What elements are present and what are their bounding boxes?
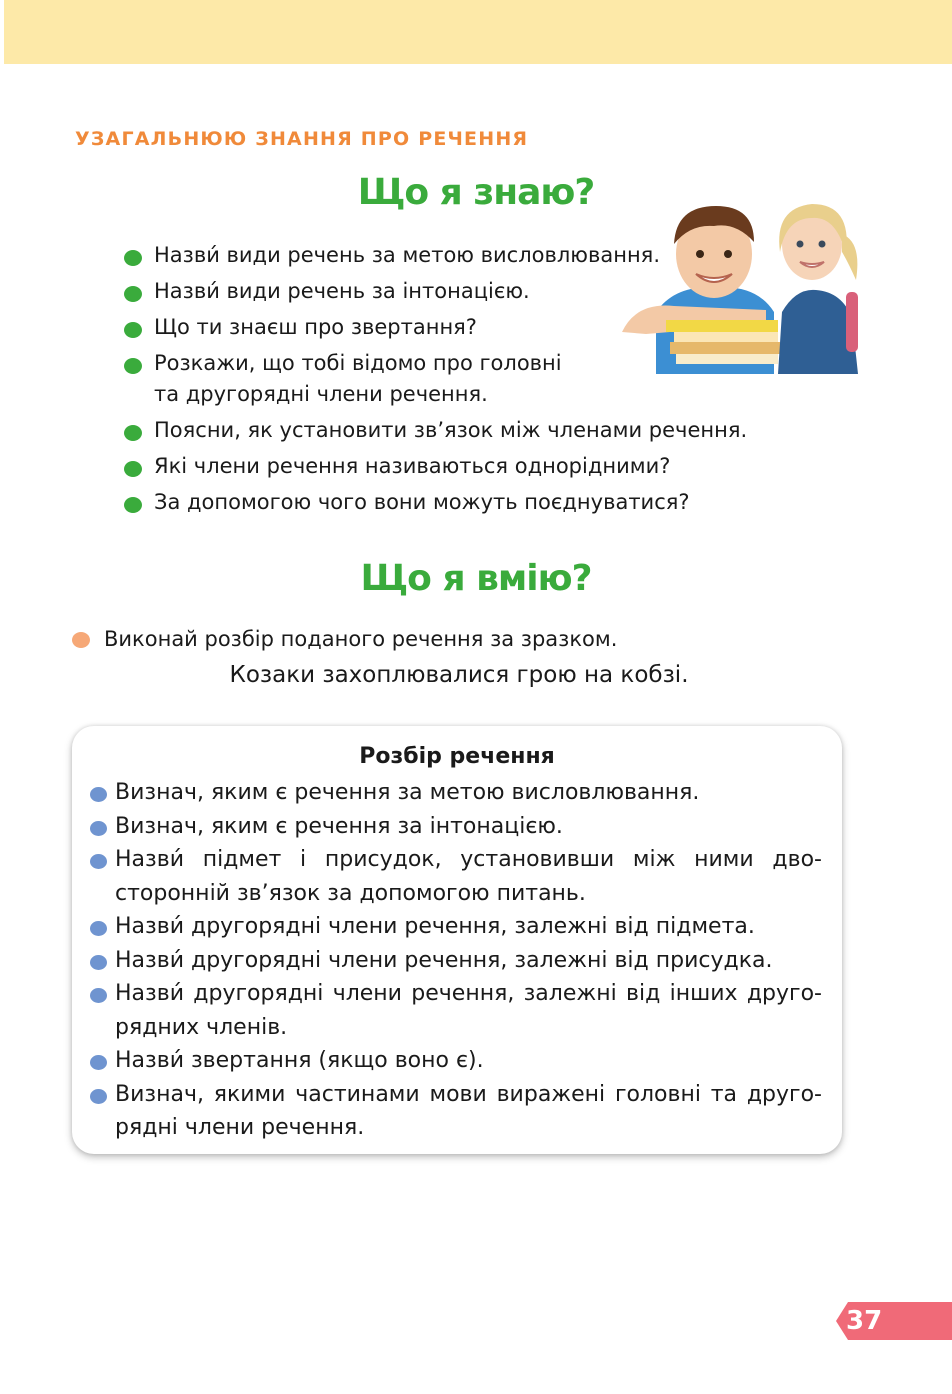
heading-what-i-can: Що я вмію? xyxy=(360,558,592,599)
list-item: Назви́ другорядні члени речення, залежні від інших другорядних членів. xyxy=(90,977,822,1044)
list-item: Назви́ другорядні члени речення, залежні від присудка. xyxy=(90,944,822,978)
bullet-icon xyxy=(124,358,142,374)
list-item: Які члени речення називаються однорідними? xyxy=(124,451,824,482)
analysis-steps xyxy=(90,776,822,1145)
bullet-icon xyxy=(90,821,107,836)
list-item: Визнач, якими частинами мови виражені головні та другорядні члени речення. xyxy=(90,1078,822,1145)
bullet-icon xyxy=(90,988,107,1003)
bullet-icon xyxy=(90,787,107,802)
bullet-icon xyxy=(90,854,107,869)
task-instruction: Виконай розбір поданого речення за зразком. xyxy=(72,624,617,654)
list-item: Назви́ підмет і присудок, установивши між ними двосторонній зв’язок за допомогою питань. xyxy=(90,843,822,910)
bullet-icon xyxy=(124,286,142,302)
page-number: 37 xyxy=(846,1306,883,1336)
analysis-card xyxy=(72,726,842,1154)
bullet-icon xyxy=(124,250,142,266)
list-item: Назви́ види речень за метою висловлювання. xyxy=(124,240,824,271)
top-band xyxy=(4,0,952,64)
bullet-icon xyxy=(124,461,142,477)
list-item: Що ти знаєш про звертання? xyxy=(124,312,824,343)
bullet-icon xyxy=(124,425,142,441)
heading-what-i-know: Що я знаю? xyxy=(357,172,595,213)
bullet-icon xyxy=(124,322,142,338)
list-item: Визнач, яким є речення за метою висловлювання. xyxy=(90,776,822,810)
list-item: Назви́ другорядні члени речення, залежні від підмета. xyxy=(90,910,822,944)
list-item: Назви́ звертання (якщо воно є). xyxy=(90,1044,822,1078)
bullet-icon xyxy=(90,955,107,970)
bullet-icon xyxy=(90,1055,107,1070)
list-item: Розкажи, що тобі відомо про головні та другорядні члени речення. xyxy=(124,348,824,410)
list-item: Поясни, як установити зв’язок між членами речення. xyxy=(124,415,824,446)
example-sentence: Козаки захоплювалися грою на кобзі. xyxy=(229,662,689,688)
list-item: Визнач, яким є речення за інтонацією. xyxy=(90,810,822,844)
bullet-icon xyxy=(90,1089,107,1104)
analysis-title: Розбір речення xyxy=(359,744,555,769)
section-title: УЗАГАЛЬНЮЮ ЗНАННЯ ПРО РЕЧЕННЯ xyxy=(75,128,529,150)
bullet-icon xyxy=(90,921,107,936)
bullet-icon xyxy=(72,632,90,648)
list-item: Назви́ види речень за інтонацією. xyxy=(124,276,824,307)
bullet-icon xyxy=(124,497,142,513)
children-photo xyxy=(616,192,858,374)
list-item: За допомогою чого вони можуть поєднуватися? xyxy=(124,487,824,518)
